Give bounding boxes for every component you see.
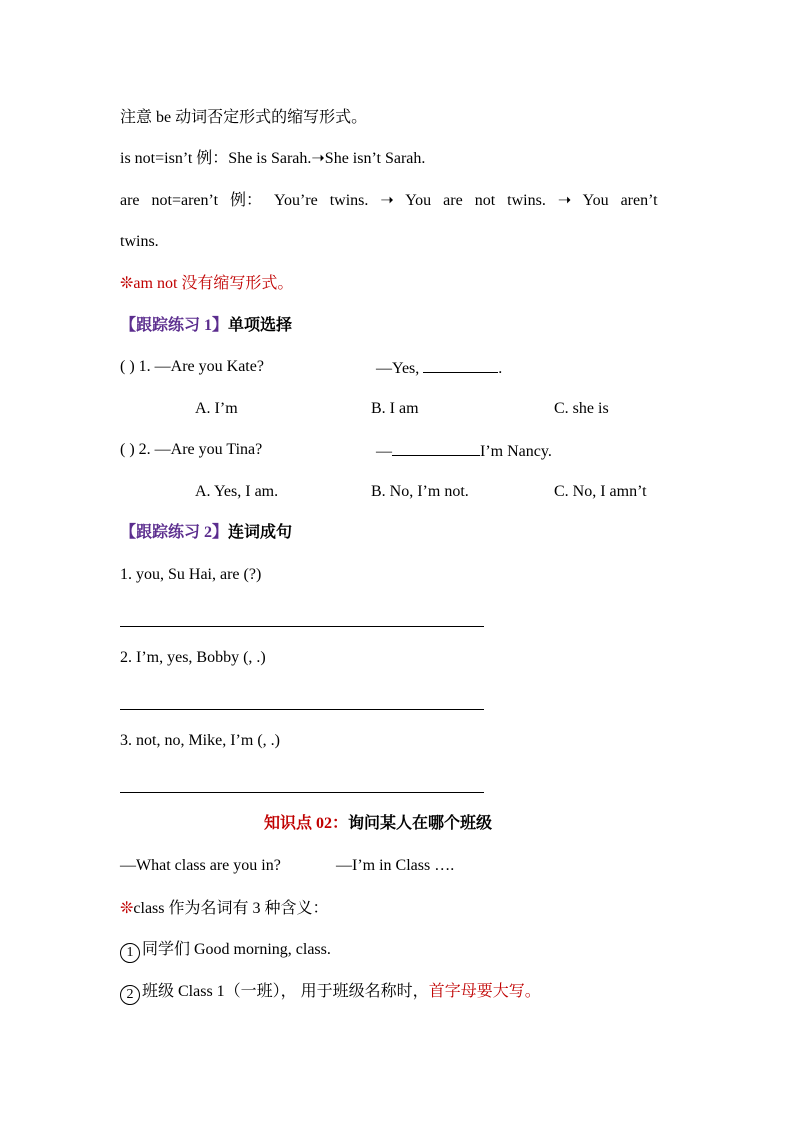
- knowledge-label: 知识点 02：: [264, 815, 349, 832]
- question-1-answer: —Yes, .: [376, 357, 502, 379]
- option-a[interactable]: A. I’m: [195, 400, 238, 417]
- note-rule-arent-cont: twins.: [120, 233, 159, 250]
- circled-number: 2: [120, 985, 140, 1005]
- answer-paren[interactable]: ( ): [120, 441, 135, 458]
- answer-line[interactable]: [120, 626, 484, 627]
- option-c[interactable]: C. she is: [554, 400, 609, 417]
- practice1-title: 单项选择: [228, 317, 293, 334]
- answer-line[interactable]: [120, 792, 484, 793]
- note-rule-isnt: is not=isn’t 例：She is Sarah.➝She isn’t Sarah.: [120, 150, 426, 167]
- class-intro-text: class 作为名词有 3 种含义：: [133, 900, 329, 917]
- answer-blank[interactable]: [392, 440, 480, 456]
- practice2-label: 【跟踪练习 2】: [120, 524, 229, 541]
- meaning-1: [120, 940, 331, 963]
- am-not-text: am not 没有缩写形式。: [133, 275, 294, 292]
- practice2-title: 连词成句: [228, 524, 293, 541]
- option-b[interactable]: B. No, I’m not.: [371, 483, 469, 500]
- meaning-highlight: 首字母要大写。: [428, 983, 541, 1000]
- question-2-answer: — I’m Nancy.: [376, 440, 552, 462]
- note-rule-arent: are not=aren’t 例： You’re twins. ➝ You are not twins. ➝ You aren’t: [120, 192, 658, 209]
- knowledge-heading: [264, 814, 492, 834]
- option-a[interactable]: A. Yes, I am.: [195, 483, 279, 500]
- star-icon: ❊: [120, 275, 134, 292]
- question-text: 2. —Are you Tina?: [138, 441, 263, 458]
- note-intro: 注意 be 动词否定形式的缩写形式。: [120, 109, 368, 126]
- question-1: [120, 357, 264, 377]
- practice1-label: 【跟踪练习 1】: [120, 317, 229, 334]
- reorder-item-2: 2. I’m, yes, Bobby (, .): [120, 649, 266, 666]
- dialog-question: —What class are you in?: [120, 857, 281, 874]
- circled-number: 1: [120, 943, 140, 963]
- question-text: 1. —Are you Kate?: [138, 358, 264, 375]
- answer-paren[interactable]: ( ): [120, 358, 135, 375]
- meaning-text: 班级 Class 1（一班）， 用于班级名称时，: [142, 983, 429, 1000]
- class-intro: [120, 899, 329, 919]
- option-c[interactable]: C. No, I amn’t: [554, 483, 647, 500]
- knowledge-title: 询问某人在哪个班级: [348, 815, 493, 832]
- am-not-note: [120, 274, 293, 294]
- meaning-2: [120, 982, 541, 1005]
- practice2-heading: [120, 523, 292, 543]
- star-icon: ❊: [120, 900, 134, 917]
- dialog-answer: —I’m in Class ….: [336, 857, 455, 874]
- answer-blank[interactable]: [423, 357, 498, 373]
- practice1-heading: [120, 316, 292, 336]
- reorder-item-3: 3. not, no, Mike, I’m (, .): [120, 732, 280, 749]
- answer-line[interactable]: [120, 709, 484, 710]
- option-b[interactable]: B. I am: [371, 400, 419, 417]
- meaning-text: 同学们 Good morning, class.: [142, 941, 331, 958]
- reorder-item-1: 1. you, Su Hai, are (?): [120, 566, 262, 583]
- question-2: [120, 440, 262, 460]
